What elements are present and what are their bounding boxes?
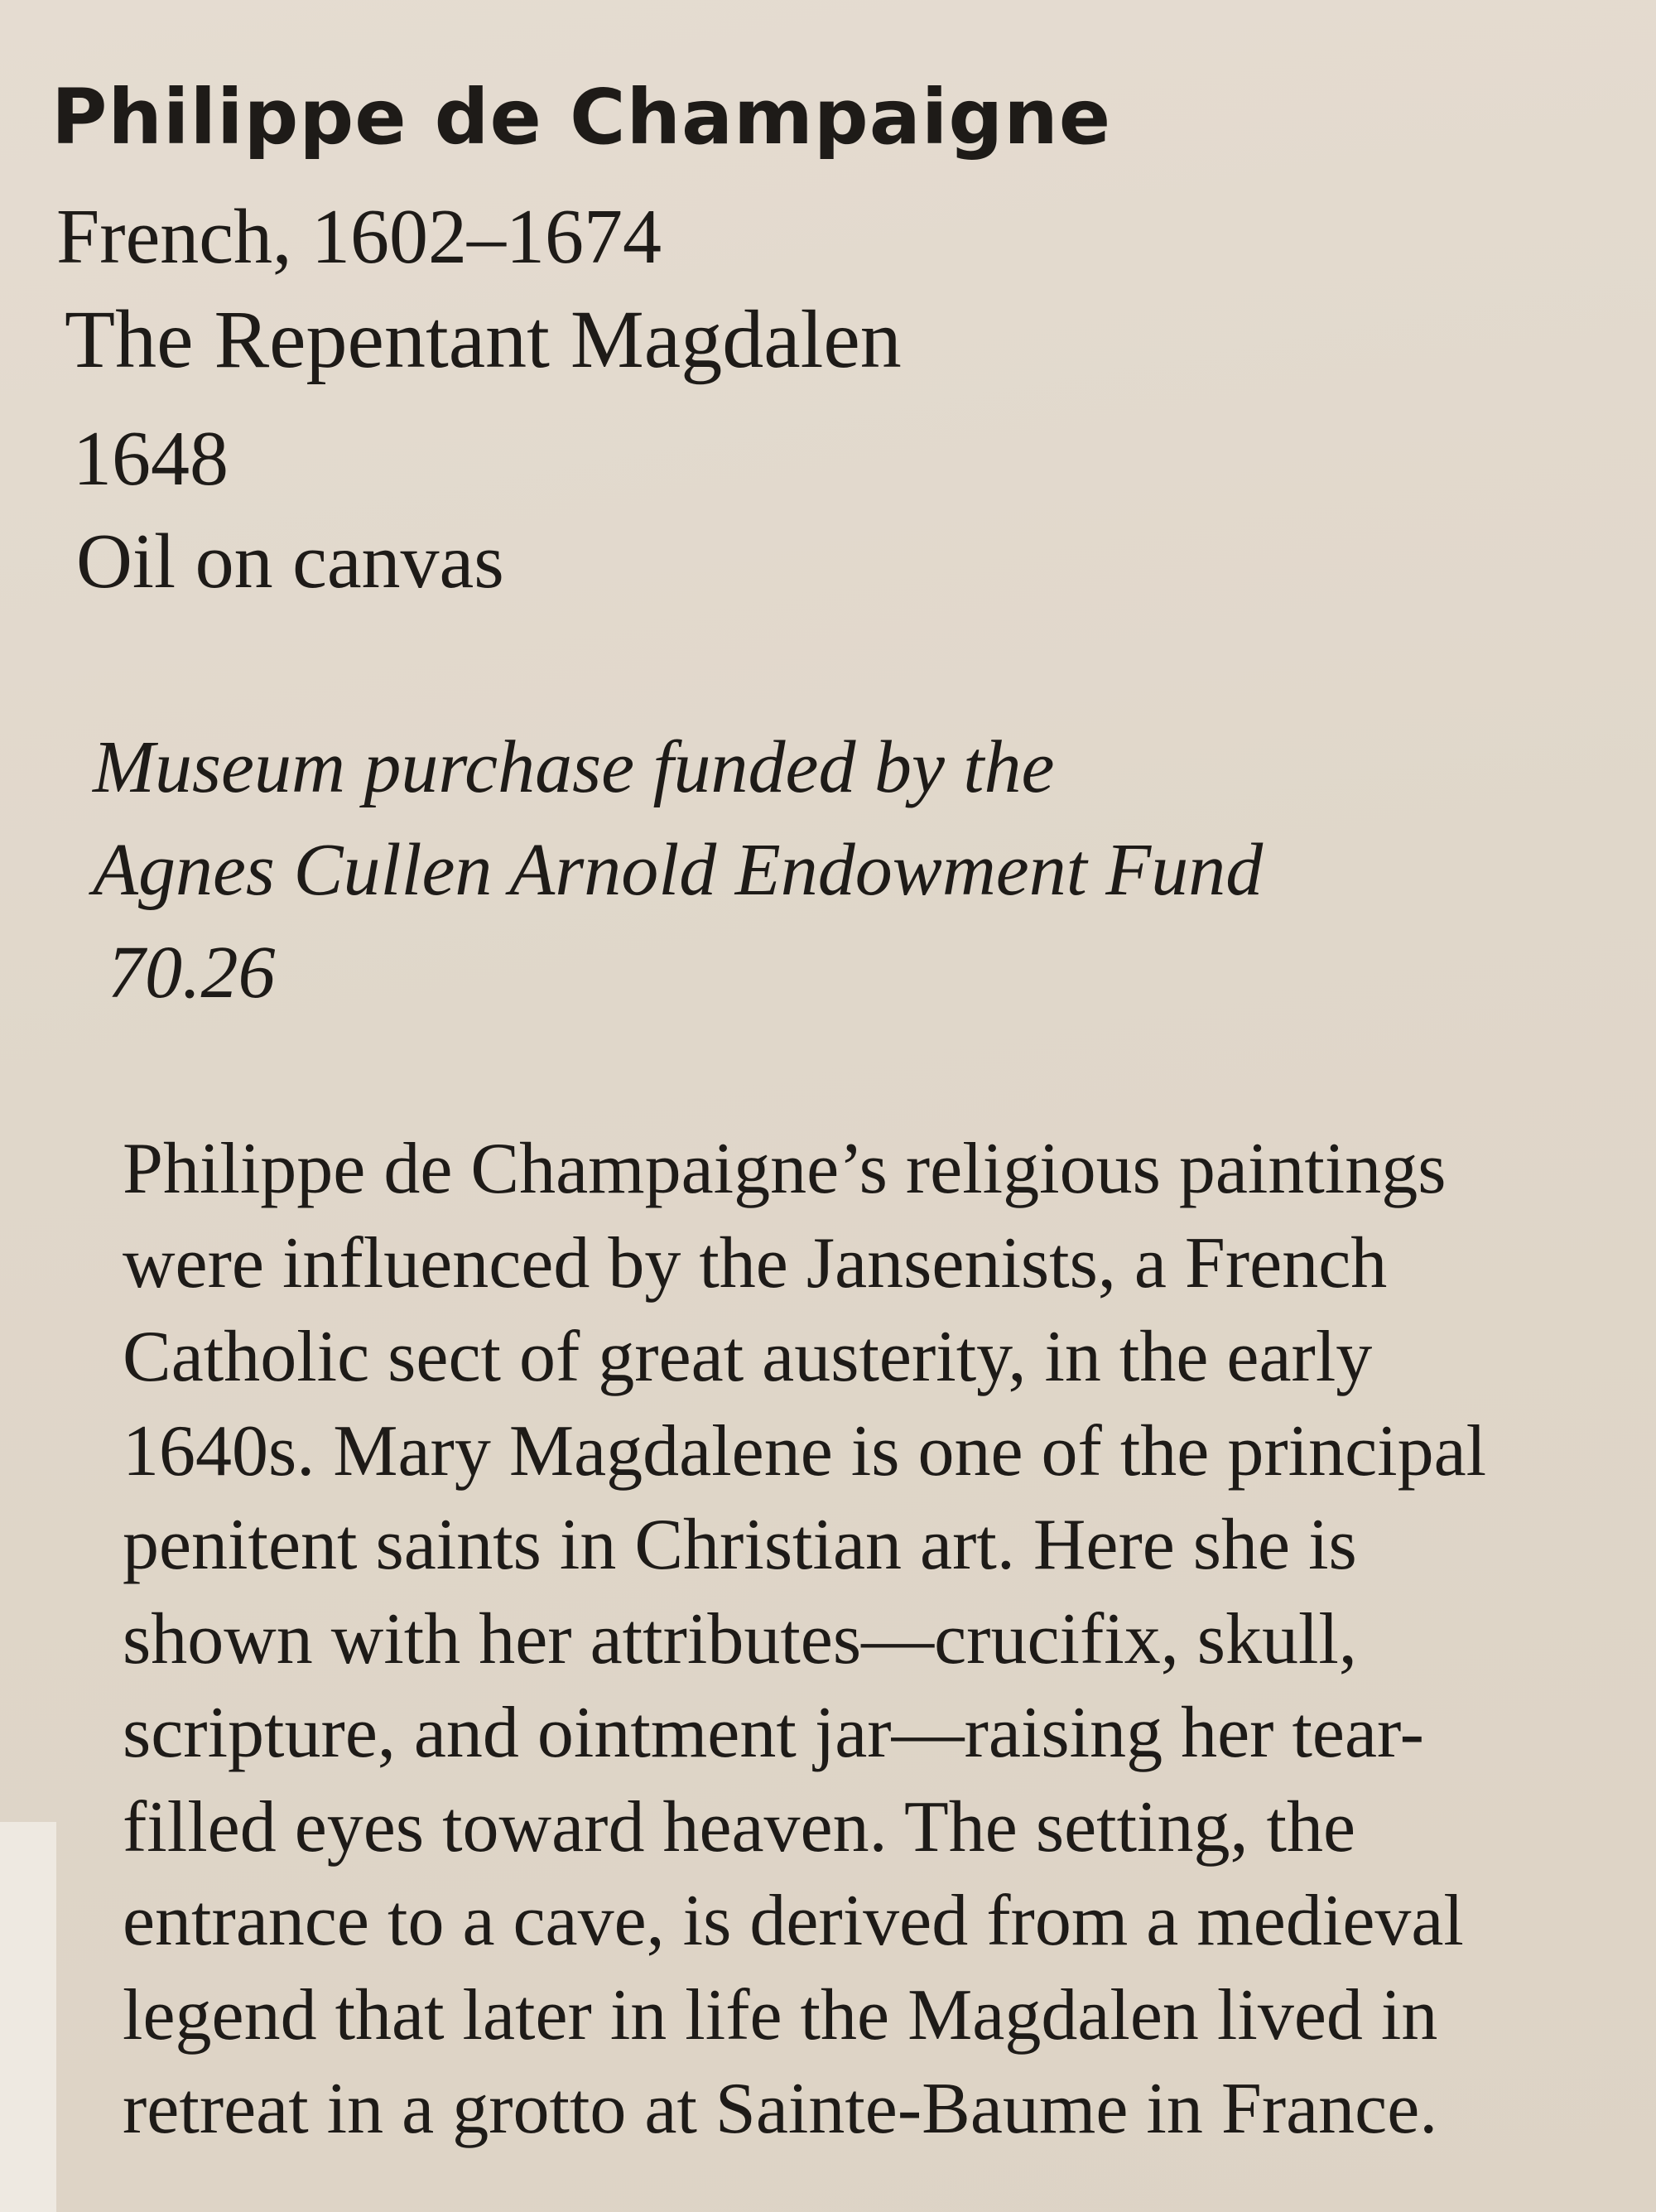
artwork-medium: Oil on canvas [76,518,504,605]
credit-line-text: Museum purchase funded by the [93,726,1055,808]
description-line: Catholic sect of great austerity, in the early [123,1317,1373,1397]
description-line: legend that later in life the Magdalen lived in [123,1974,1438,2055]
artwork-description [123,1122,1621,2157]
description-line: penitent saints in Christian art. Here she is [123,1505,1357,1585]
accession-number: 70.26 [108,932,276,1014]
description-line: filled eyes toward heaven. The setting, the [123,1786,1355,1867]
description-line: 1640s. Mary Magdalene is one of the principal [123,1410,1487,1492]
description-line: were influenced by the Jansenists, a French [123,1222,1388,1304]
artist-nationality-dates: French, 1602–1674 [56,194,662,280]
credit-line [93,716,1263,1024]
description-line: retreat in a grotto at Sainte-Baume in France. [123,2069,1438,2149]
background-strip [0,1822,56,2212]
credit-line-text: Agnes Cullen Arnold Endowment Fund [93,829,1264,911]
artwork-title: The Repentant Magdalen [65,293,902,385]
description-line: shown with her attributes—crucifix, skull, [123,1598,1357,1679]
description-line: entrance to a cave, is derived from a medieval [123,1881,1464,1961]
artist-name: Philippe de Champaigne [51,73,1112,161]
description-line: Philippe de Champaigne’s religious paintings [123,1129,1447,1209]
description-line: scripture, and ointment jar—raising her tear- [123,1693,1424,1773]
artwork-year: 1648 [73,416,229,502]
